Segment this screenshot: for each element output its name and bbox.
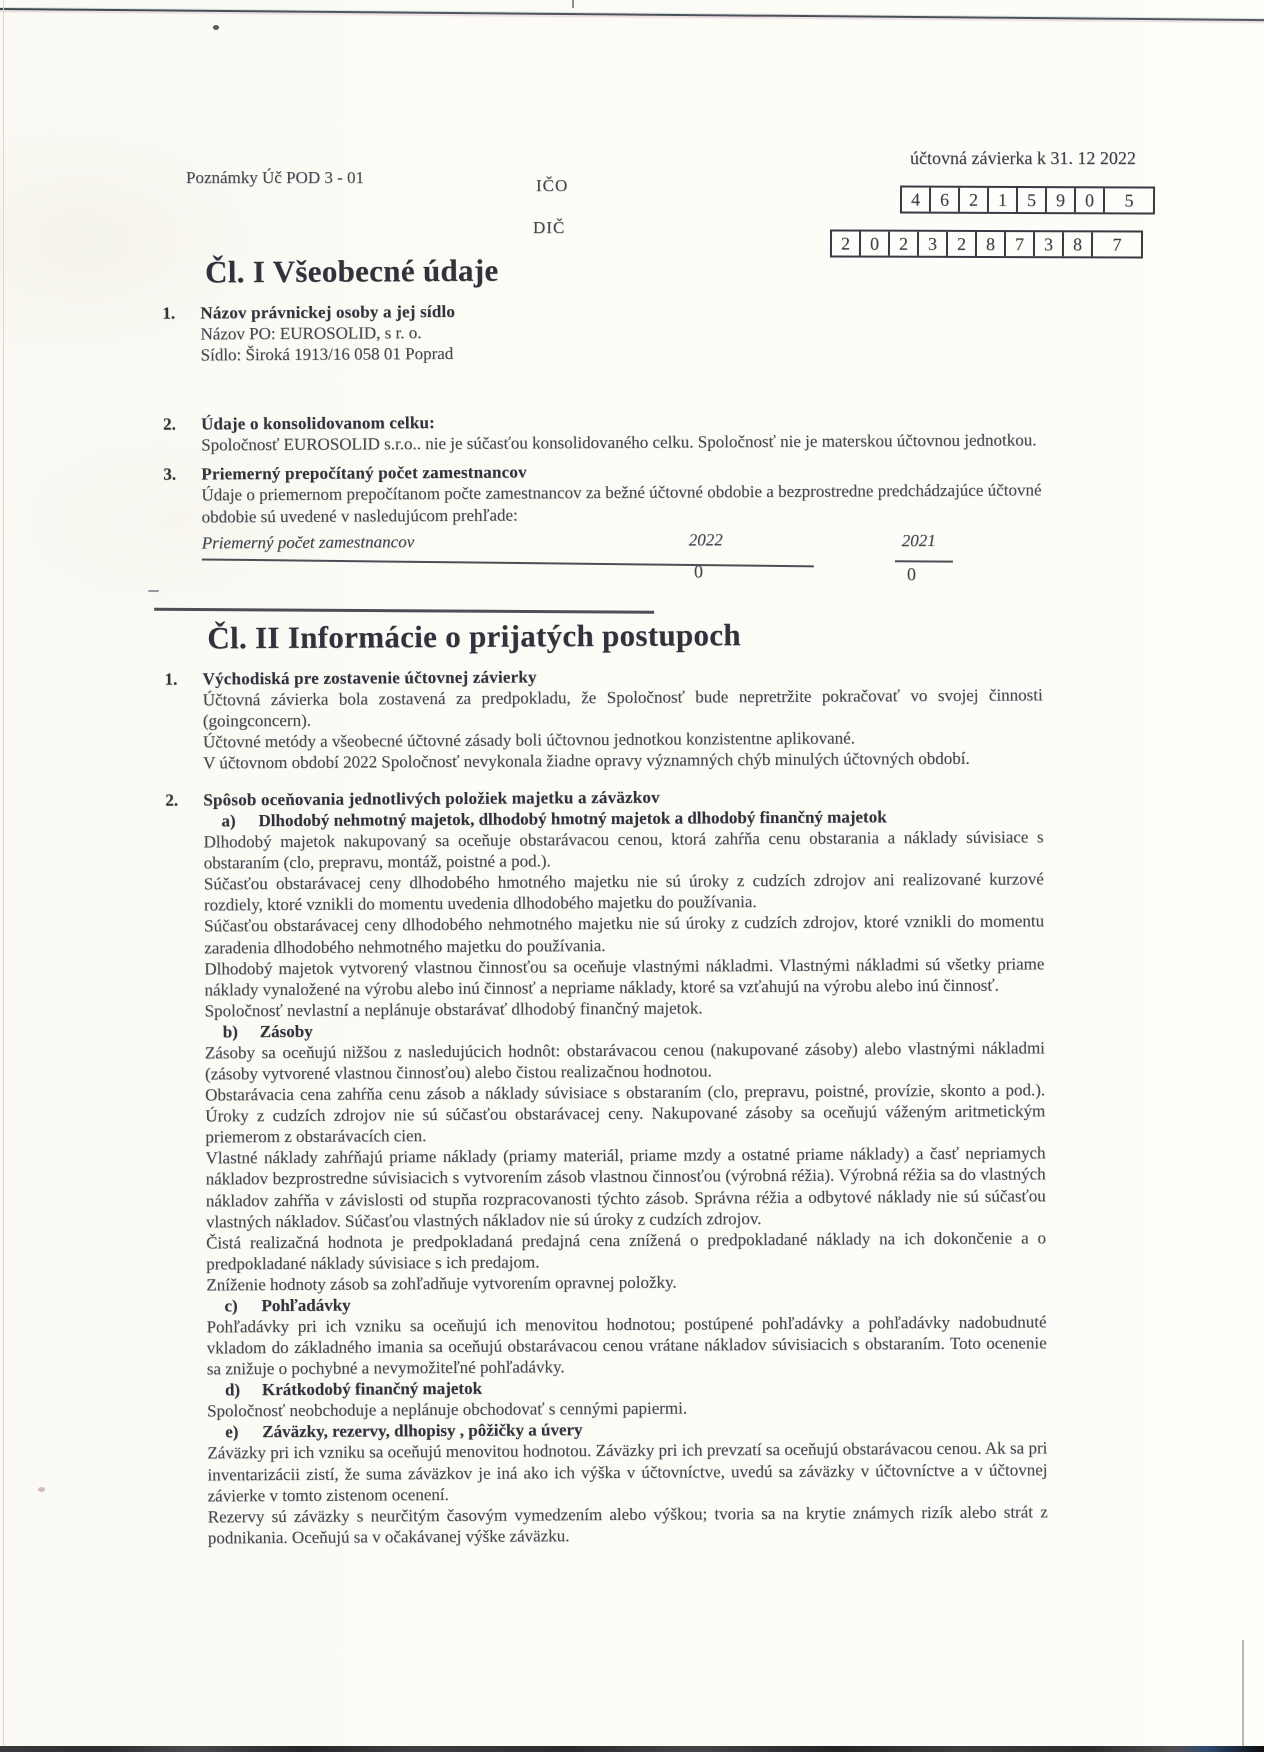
paragraph: Účtovné metódy a všeobecné účtovné zásady boli účtovnou jednotkou konzistentne aplikované. [202,728,855,752]
paragraph: Spoločnosť neobchoduje a neplánuje obchodovať s cennými papiermi. [207,1398,688,1421]
paragraph: Súčasťou obstarávacej ceny dlhodobého hmotného majetku nie sú úroky z cudzích zdrojov ani realizované kurzové rozdiely, ktoré vznikli do momentu uvedenia dlhodobého majetku do používania. [203,869,1044,915]
subitem-title: Zásoby [259,1021,313,1041]
scan-bottom-edge-band [0,1746,1264,1752]
ico-digit-cell: 6 [929,188,958,212]
table-underline [202,558,814,567]
paragraph: Záväzky pri ich vzniku sa oceňujú menovitou hodnotou. Záväzky pri ich prevzatí sa oceňujú obstarávacou cenou. Ak sa pri inventarizácii zistí, že suma záväzkov je iná ako ich výška v účtovníctve, uvedú sa záväzky v účtovníctve a v účtovnej závierke v tomto zistenom ocenení. [207,1438,1048,1506]
table-col-2022: 2022 [688,529,723,550]
paragraph: Údaje o priemernom prepočítanom počte zamestnancov za bežné účtovné obdobie a bezprostredne predchádzajúce účtovné obdobie sú uvedené v nasledujúcom prehľade: [201,480,1042,526]
section-2-item-2 [163,784,1048,1548]
subitem-letter: b) [222,1022,238,1042]
item-title: Spôsob oceňovania jednotlivých položiek majetku a záväzkov [203,787,660,810]
form-code-label: Poznámky Úč POD 3 - 01 [186,168,365,187]
company-address-line: Sídlo: Široká 1913/16 058 01 Poprad [200,344,454,365]
item-number: 2. [165,790,179,810]
section-1-item-3 [161,459,1041,528]
item-number: 1. [164,669,178,689]
dic-digit-cell: 8 [1062,232,1091,256]
paragraph: V účtovnom období 2022 Spoločnosť nevykonala žiadne opravy významných chýb minulých účtovných období. [203,748,970,773]
paragraph: Vlastné náklady zahŕňajú priame náklady (priamy materiál, priame mzdy a ostatné priame náklady) a časť nepriamych nákladov bezprostredne súvisiacich s vytvorením zásob vlastnou činnosťou (výrobná réžia). Výrobná réžia sa do vlastných nákladov zahŕňa v závislosti od stupňa rozpracovanosti týchto zásob. Správna réžia a odbytové náklady nie sú súčasťou vlastných nákladov. Súčasťou vlastných nákladov nie sú úroky z cudzích zdrojov. [205,1143,1046,1232]
ico-digit-cell: 1 [987,188,1016,212]
table-underline [895,560,953,562]
ico-label: IČO [536,176,569,195]
item-title: Východiská pre zostavenie účtovnej závierky [202,667,537,689]
section-2-title: Čl. II Informácie o prijatých postupoch [207,616,741,656]
paragraph: Obstarávacia cena zahŕňa cenu zásob a náklady súvisiace s obstaraním (clo, prepravu, poistné, provízie, skonto a pod.). Úroky z cudzích zdrojov nie sú súčasťou obstarávacej ceny. Nakupované zásoby sa oceňujú váženým aritmetickým priemerom z obstarávacích cien. [205,1080,1046,1147]
paragraph: Spoločnosť EUROSOLID s.r.o.. nie je súčasťou konsolidovaného celku. Spoločnosť nie je materskou účtovnou jednotkou. [201,430,1037,455]
ico-digit-cell: 2 [958,188,987,212]
dic-digit-cell: 3 [917,232,946,256]
dic-digit-cell: 2 [946,232,975,256]
closing-date-note: účtovná závierka k 31. 12 2022 [910,148,1136,168]
subitem-letter: e) [225,1422,239,1442]
paragraph: Rezervy sú záväzky s neurčitým časovým vymedzením alebo výškou; tvoria sa na krytie známych rizík alebo strát z podnikania. Oceňujú sa v očakávanej výške záväzku. [207,1501,1048,1548]
section-1-item-1 [160,297,1040,366]
scan-right-edge-line [1242,1640,1244,1752]
section-divider-line [154,607,654,613]
paragraph: Zásoby sa oceňujú nižšou z nasledujúcich hodnôt: obstarávacou cenou (nakupované zásoby) alebo vlastnými nákladmi (zásoby vytvorené vlastnou činnosťou) alebo čistou realizačnou hodnotou. [204,1038,1045,1084]
ico-digit-cell: 5 [1103,188,1153,212]
table-value-2022: 0 [693,561,704,582]
dic-digit-cell: 7 [1004,232,1033,256]
dic-digit-cell: 8 [975,232,1004,256]
table-row-label: Priemerný počet zamestnancov [201,531,415,553]
paragraph: Pohľadávky pri ich vzniku sa oceňujú ich menovitou hodnotou; postúpené pohľadávky a pohľadávky nadobudnuté vkladom do základného imania sa oceňujú obstarávacou cenou vrátane nákladov súvisiacich s obstaraním. Toto ocenenie sa znižuje o pochybné a nevymožiteľné pohľadávky. [206,1312,1047,1379]
dic-digit-cell: 0 [859,232,888,256]
paragraph: Dlhodobý majetok nakupovaný sa oceňuje obstarávacou cenou, ktorá zahŕňa cenu obstarania a náklady súvisiace s obstaraním (clo, prepravu, montáž, poistné a pod.). [203,827,1044,873]
dic-digit-cell: 2 [840,232,851,254]
document-body [160,249,1048,1548]
scan-smudge [572,0,574,8]
item-title: Názov právnickej osoby a jej sídlo [200,301,456,323]
dic-digit-cell: 3 [1033,232,1062,256]
ico-digit-cell: 9 [1045,188,1074,212]
item-title: Priemerný prepočítaný počet zamestnancov [201,462,527,484]
subitem-letter: a) [221,811,236,831]
scan-left-edge-line [3,0,4,1752]
section-1-item-2 [161,409,1041,457]
scan-smudge [38,1487,45,1492]
item-number: 2. [162,414,176,434]
paragraph: Čistá realizačná hodnota je predpokladaná predajná cena znížená o predpokladané náklady na ich dokončenie a o predpokladané náklady súvisiace s ich predajom. [205,1227,1047,1274]
paragraph: Súčasťou obstarávacej ceny dlhodobého nehmotného majetku nie sú úroky z cudzích zdrojov, ktoré vznikli do momentu zaradenia dlhodobého nehmotného majetku do používania. [204,911,1045,957]
paragraph: Zníženie hodnoty zásob sa zohľadňuje vytvorením opravnej položky. [206,1272,677,1295]
subitem-title: Dlhodobý nehmotný majetok, dlhodobý hmotný majetok a dlhodobý finančný majetok [258,807,887,831]
ico-digit-cell: 5 [1016,188,1045,212]
ico-digit-cell: 4 [910,188,921,210]
subitem-title: Záväzky, rezervy, dlhopisy , pôžičky a úvery [262,1420,583,1442]
dic-digit-cell: 2 [888,232,917,256]
paragraph: Účtovná závierka bola zostavená za predpokladu, že Spoločnosť bude nepretržite pokračovať vo svojej činnosti (goingconcern). [202,685,1043,731]
item-title: Údaje o konsolidovanom celku: [200,413,436,434]
scan-smudge [148,590,159,592]
table-value-2021: 0 [906,563,917,584]
paragraph: Spoločnosť nevlastní a neplánuje obstarávať dlhodobý finančný majetok. [204,998,703,1021]
employees-table [162,528,1042,597]
ico-digit-boxes [900,185,1155,214]
scan-smudge [213,25,219,30]
ico-digit-cell: 0 [1074,188,1103,212]
subitem-title: Krátkodobý finančný majetok [261,1378,483,1400]
paragraph: Dlhodobý majetok vytvorený vlastnou činnosťou sa oceňuje vlastnými nákladmi. Vlastnými nákladmi sú všetky priame náklady vynaložené na výrobu alebo inú činnosť a nepriame náklady, ktoré sa vzťahujú na výrobu alebo inú činnosť. [204,953,1045,1000]
table-col-2021: 2021 [901,530,936,550]
subitem-title: Pohľadávky [261,1295,351,1315]
item-number: 1. [162,303,176,323]
section-2-item-1 [163,663,1044,774]
section-1-title: Čl. I Všeobecné údaje [205,252,499,290]
dic-label: DIČ [533,218,566,237]
dic-digit-cell: 7 [1091,232,1141,256]
item-number: 3. [163,464,177,485]
scan-top-edge-line [0,8,1264,21]
subitem-letter: c) [224,1296,238,1316]
subitem-letter: d) [224,1380,241,1400]
company-name-line: Názov PO: EUROSOLID, s r. o. [200,323,422,344]
